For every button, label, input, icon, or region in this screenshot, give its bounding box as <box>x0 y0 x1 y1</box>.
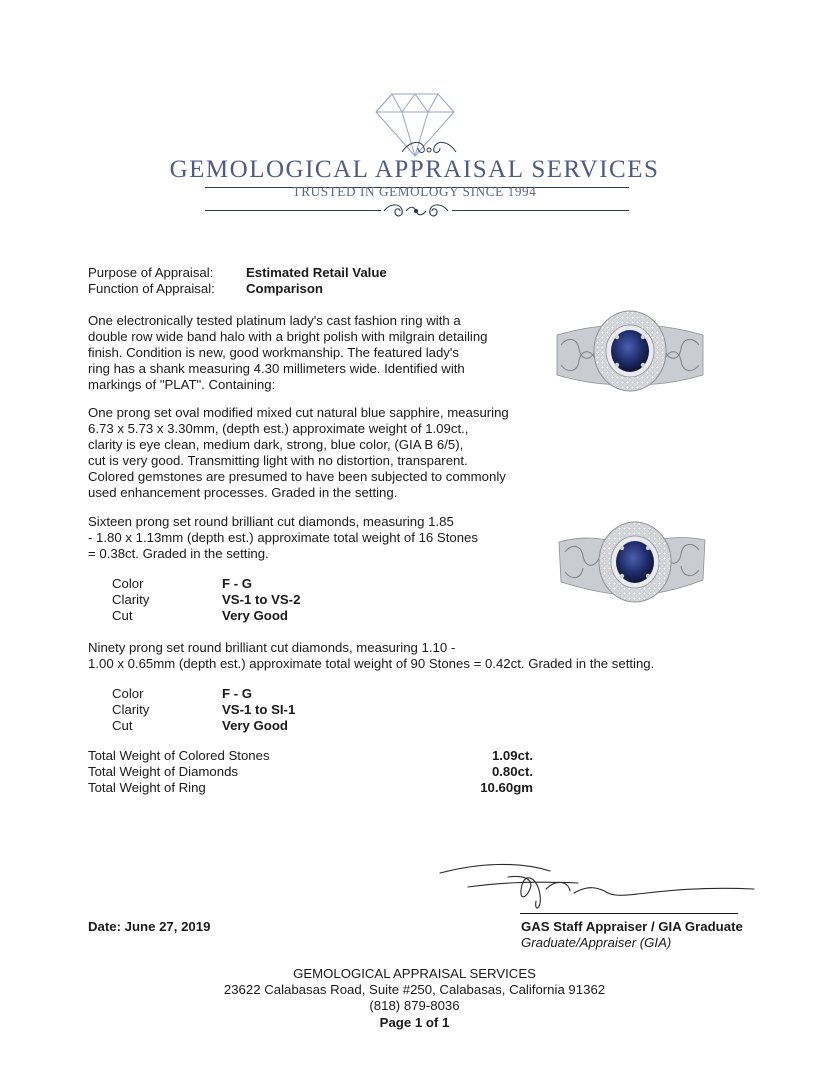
footer-phone: (818) 879-8036 <box>369 998 460 1013</box>
sapphire-line: cut is very good. Transmitting light with no distortion, transparent. <box>88 453 468 468</box>
ring-photo-2 <box>557 516 707 608</box>
sapphire-line: One prong set oval modified mixed cut natural blue sapphire, measuring <box>88 405 509 420</box>
footer-address: 23622 Calabasas Road, Suite #250, Calabasas, California 91362 <box>223 982 606 997</box>
description-line: ring has a shank measuring 4.30 millimeters wide. Identified with <box>88 361 465 376</box>
grade-label: Color <box>112 686 144 701</box>
appraiser-title: GAS Staff Appraiser / GIA Graduate <box>521 919 743 934</box>
total-label: Total Weight of Colored Stones <box>88 748 270 763</box>
sapphire-line: clarity is eye clean, medium dark, strong, blue color, (GIA B 6/5), <box>88 437 464 452</box>
diamonds2-line: Ninety prong set round brilliant cut diamonds, measuring 1.10 - <box>88 640 456 655</box>
sapphire-line: 6.73 x 5.73 x 3.30mm, (depth est.) approximate weight of 1.09ct., <box>88 421 469 436</box>
grade-value: Very Good <box>222 608 288 623</box>
total-value: 1.09ct. <box>491 748 533 763</box>
grade-value: VS-1 to VS-2 <box>222 592 301 607</box>
grade-value: VS-1 to SI-1 <box>222 702 296 717</box>
sapphire-description <box>88 405 509 501</box>
company-tagline: TRUSTED IN GEMOLOGY SINCE 1994 <box>292 184 537 199</box>
header-rule-left <box>205 210 381 211</box>
signature-line <box>520 913 738 914</box>
header-rule-right <box>452 210 629 211</box>
grade-label: Cut <box>112 718 133 733</box>
total-value: 10.60gm <box>480 780 533 795</box>
grade-value: F - G <box>222 576 253 591</box>
total-value: 0.80ct. <box>491 764 533 779</box>
description-line: One electronically tested platinum lady's cast fashion ring with a <box>88 313 461 328</box>
purpose-label: Purpose of Appraisal: <box>88 265 214 280</box>
description-line: markings of "PLAT". Containing: <box>88 377 276 392</box>
diamonds1-line: = 0.38ct. Graded in the setting. <box>88 546 269 561</box>
total-label: Total Weight of Diamonds <box>88 764 239 779</box>
appraiser-signature <box>438 855 758 915</box>
diamonds2-line: 1.00 x 0.65mm (depth est.) approximate total weight of 90 Stones = 0.42ct. Graded in the setting. <box>88 656 655 671</box>
description-line: finish. Condition is new, good workmanship. The featured lady's <box>88 345 460 360</box>
page-number: Page 1 of 1 <box>379 1015 450 1030</box>
grade-label: Clarity <box>112 702 150 717</box>
function-label: Function of Appraisal: <box>88 281 215 296</box>
sapphire-line: Colored gemstones are presumed to have been subjected to commonly <box>88 469 506 484</box>
ornament-flourish-icon <box>380 200 452 222</box>
purpose-value: Estimated Retail Value <box>246 265 387 280</box>
appraisal-date: Date: June 27, 2019 <box>88 919 211 934</box>
description-line: double row wide band halo with a bright polish with milgrain detailing <box>88 329 488 344</box>
appraiser-credential: Graduate/Appraiser (GIA) <box>521 935 672 950</box>
grade-value: F - G <box>222 686 253 701</box>
footer-company: GEMOLOGICAL APPRAISAL SERVICES <box>293 966 536 981</box>
sapphire-line: used enhancement processes. Graded in the setting. <box>88 485 398 500</box>
grade-value: Very Good <box>222 718 288 733</box>
grade-label: Cut <box>112 608 133 623</box>
diamonds-group-2-description <box>88 640 654 672</box>
diamonds1-line: - 1.80 x 1.13mm (depth est.) approximate total weight of 16 Stones <box>88 530 478 545</box>
grade-label: Color <box>112 576 144 591</box>
ornament-swirl-icon <box>400 136 458 156</box>
diamonds-group-1-description <box>88 514 478 562</box>
function-value: Comparison <box>246 281 323 296</box>
grade-label: Clarity <box>112 592 150 607</box>
total-label: Total Weight of Ring <box>88 780 206 795</box>
diamonds1-line: Sixteen prong set round brilliant cut diamonds, measuring 1.85 <box>88 514 454 529</box>
ring-photo-1 <box>555 305 705 397</box>
ring-description <box>88 313 488 393</box>
company-logo-name: GEMOLOGICAL APPRAISAL SERVICES <box>169 156 660 183</box>
